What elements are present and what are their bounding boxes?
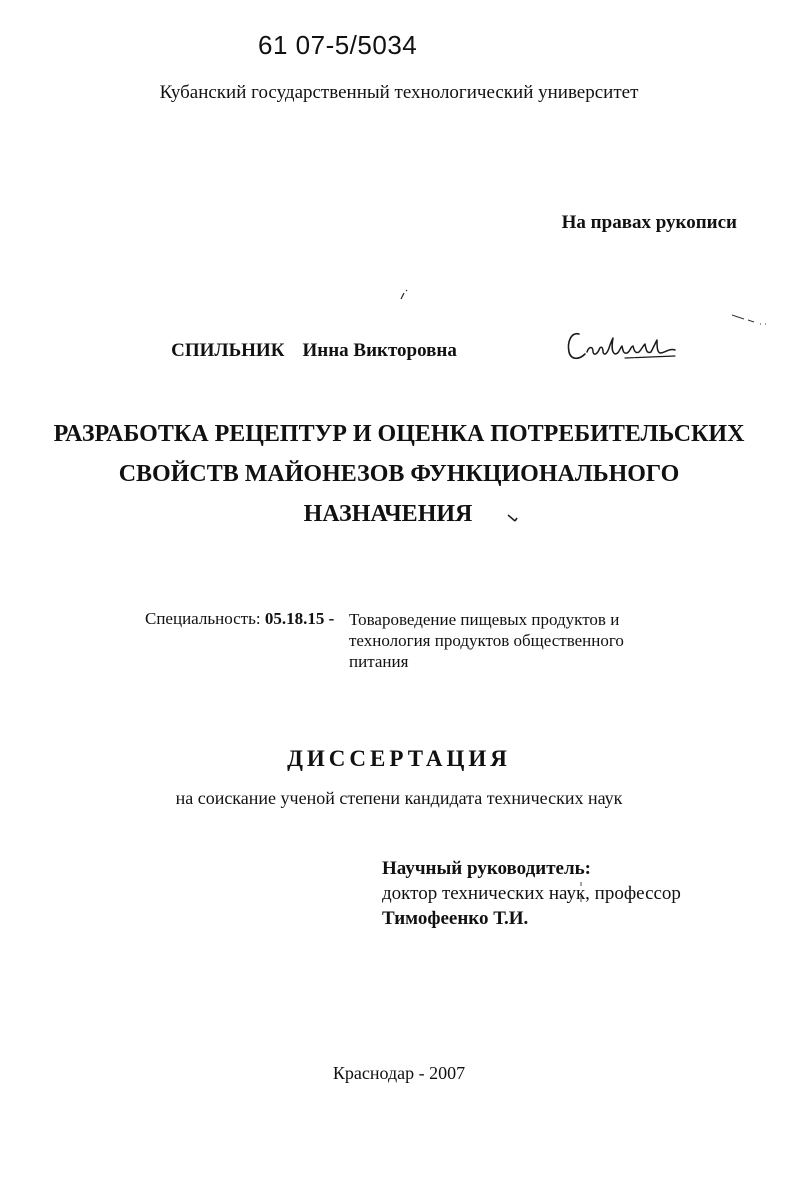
- city-year: Краснодар - 2007: [332, 1063, 466, 1083]
- author-given-names: Инна Викторовна: [302, 340, 457, 361]
- specialty-label-text: Специальность:: [145, 609, 261, 628]
- specialty-code: 05.18.15 -: [264, 609, 335, 628]
- author-surname: СПИЛЬНИК: [171, 340, 285, 361]
- scan-speck: [730, 312, 770, 328]
- scan-speck: [578, 880, 584, 904]
- advisor-label: Научный руководитель:: [382, 858, 591, 879]
- advisor-block: [382, 856, 681, 931]
- title-line: НАЗНАЧЕНИЯ: [303, 501, 473, 527]
- degree-line: на соискание ученой степени кандидата технических наук: [175, 788, 623, 808]
- rights-note: На правах рукописи: [561, 212, 737, 233]
- specialty-text-line: Товароведение пищевых продуктов и: [349, 610, 620, 629]
- scan-speck: [506, 512, 520, 524]
- title-line: РАЗРАБОТКА РЕЦЕПТУР И ОЦЕНКА ПОТРЕБИТЕЛЬСКИХ: [53, 421, 745, 447]
- specialty-text: [349, 609, 624, 672]
- author-name: [0, 340, 798, 362]
- university-name: Кубанский государственный технологический университет: [159, 82, 639, 103]
- archive-code: 61 07-5/5034: [258, 30, 418, 60]
- specialty-text-line: питания: [349, 652, 409, 671]
- document-type: ДИССЕРТАЦИЯ: [287, 746, 511, 771]
- advisor-name: Тимофеенко Т.И.: [382, 908, 529, 929]
- specialty-label: [145, 609, 334, 629]
- dissertation-title: [0, 414, 798, 534]
- author-signature: [565, 326, 677, 366]
- scan-speck: [398, 288, 412, 302]
- title-line: СВОЙСТВ МАЙОНЕЗОВ ФУНКЦИОНАЛЬНОГО: [118, 461, 680, 487]
- specialty-text-line: технология продуктов общественного: [349, 631, 624, 650]
- advisor-degree: доктор технических наук, профессор: [382, 883, 681, 904]
